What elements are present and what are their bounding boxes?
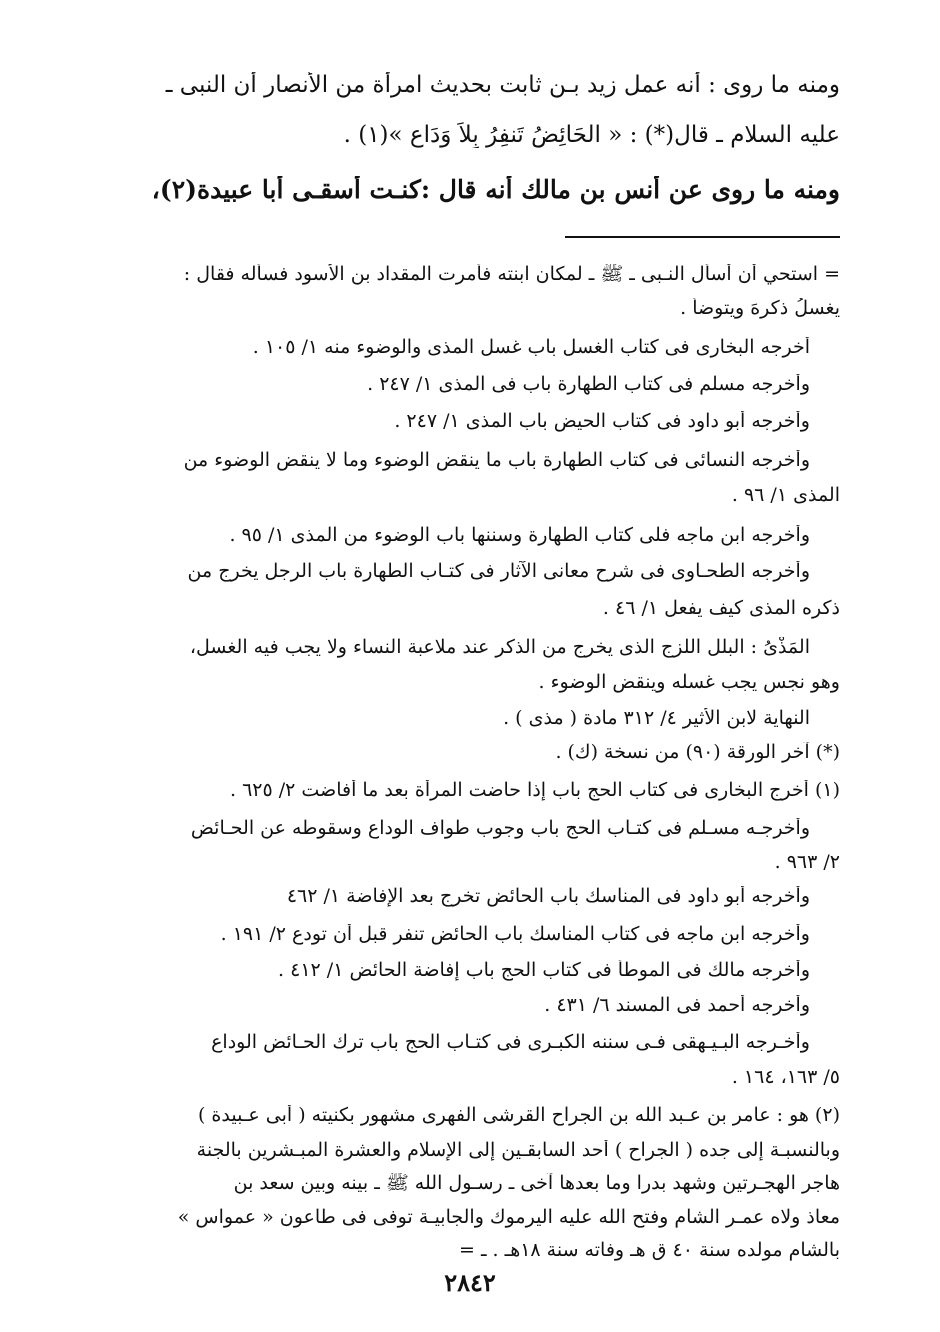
footnote-line: (١) أخرج البخارى فى كتاب الحج باب إذا حاضت المرأة بعد ما أفاضت ٢/ ٦٢٥ . — [229, 780, 840, 801]
footnote-line: وأخرجه الطحـاوى فى شرح معانى الآثار فى كتـاب الطهارة باب الرجل يخرج من — [187, 561, 810, 582]
footnote-line: وبالنسبـة إلى جده ( الجراح ) أحد السابقـين إلى الإسلام والعشرة المبـشرين بالجنة — [196, 1140, 840, 1161]
page-number: ٢٨٤٢ — [444, 1268, 496, 1297]
footnote-line: (٢) هو : عامر بن عـبد الله بن الجراح القرشى الفهرى مشهور بكنيته ( أبى عـبيدة ) — [197, 1105, 840, 1126]
footnote-line: النهاية لابن الأثير ٤/ ٣١٢ مادة ( مذى ) . — [503, 708, 810, 729]
footnote-separator — [565, 236, 840, 238]
footnote-line: وأخرجه مالك فى الموطأ فى كتاب الحج باب إفاضة الحائض ١/ ٤١٢ . — [278, 960, 810, 981]
footnote-line: وأخرجه مسلم فى كتاب الطهارة باب فى المذى ١/ ٢٤٧ . — [367, 374, 810, 395]
footnote-line: وهو نجس يجب غسله وينقض الوضوء . — [538, 672, 840, 693]
footnote-line: ٢/ ٩٦٣ . — [774, 852, 840, 873]
footnote-line: المذى ١/ ٩٦ . — [731, 485, 840, 506]
footnote-line: وأخرجه أبو داود فى كتاب الحيض باب المذى ١/ ٢٤٧ . — [394, 411, 810, 432]
footnote-line: (*) آخر الورقة (٩٠) من نسخة (ك) . — [555, 742, 840, 763]
footnote-line: وأخرجه النسائى فى كتاب الطهارة باب ما ينقض الوضوء وما لا ينقض الوضوء من — [183, 450, 810, 471]
main-text-line: ومنه ما روى عن أنس بن مالك أنه قال :كنـت أسقـى أبا عبيدة(٢)، — [151, 176, 840, 204]
footnote-line: وأخرجه أحمد فى المسند ٦/ ٤٣١ . — [544, 995, 810, 1016]
footnote-line: يغسلُ ذكرهَ ويتوضأ . — [680, 298, 840, 319]
footnote-line: وأخرجه أبو داود فى المناسك باب الحائض تخرج بعد الإفاضة ١/ ٤٦٢ — [286, 886, 810, 907]
footnote-line: وأخرجه ابن ماجه فى كتاب المناسك باب الحائض تنفر قبل أن تودع ٢/ ١٩١ . — [220, 924, 810, 945]
footnote-line: ٥/ ١٦٣، ١٦٤ . — [731, 1067, 840, 1088]
footnote-line: المَذْىُ : البلل اللزج الذى يخرج من الذكر عند ملاعبة النساء ولا يجب فيه الغسل، — [189, 637, 810, 658]
footnote-line: وأخـرجه البـيـهقى فـى سننه الكبـرى فى كتـاب الحج باب ترك الحـائض الوداع — [211, 1032, 810, 1053]
footnote-line: وأخرجـه مسـلم فى كتـاب الحج باب وجوب طواف الوداع وسقوطه عن الحـائض — [190, 818, 810, 839]
footnote-line: بالشام مولده سنة ٤٠ ق هـ وفاته سنة ١٨هـ . ـ = — [458, 1240, 840, 1261]
main-text-line: ومنه ما روى : أنه عمل زيد بـن ثابت بحديث امرأة من الأنصار أن النبى ـ — [165, 72, 840, 98]
footnote-line: هاجر الهجـرتين وشهد بدرا وما بعدها آخى ـ رسـول الله ﷺ ـ بينه وبين سعد بن — [233, 1173, 840, 1194]
footnote-line: وأخرجه ابن ماجه فلى كتاب الطهارة وسننها باب الوضوء من المذى ١/ ٩٥ . — [229, 525, 810, 546]
footnote-line: = استحي أن أسأل النـبى ـ ﷺ ـ لمكان ابنته فأمرت المقداد بن الأسود فسأله فقال : — [183, 264, 840, 285]
footnote-line: أخرجه البخارى فى كتاب الغسل باب غسل المذى والوضوء منه ١/ ١٠٥ . — [252, 337, 810, 358]
footnote-line: ذكره المذى كيف يفعل ١/ ٤٦ . — [602, 598, 840, 619]
main-text-line: عليه السلام ـ قال(*) : « الحَائِضُ تَنفِرُ بِلاَ وَدَاعٍ »(١) . — [343, 122, 840, 148]
footnote-line: معاذ ولاه عمـر الشام وفتح الله عليه اليرموك والجابيـة توفى فى طاعون « عمواس » — [177, 1207, 840, 1228]
